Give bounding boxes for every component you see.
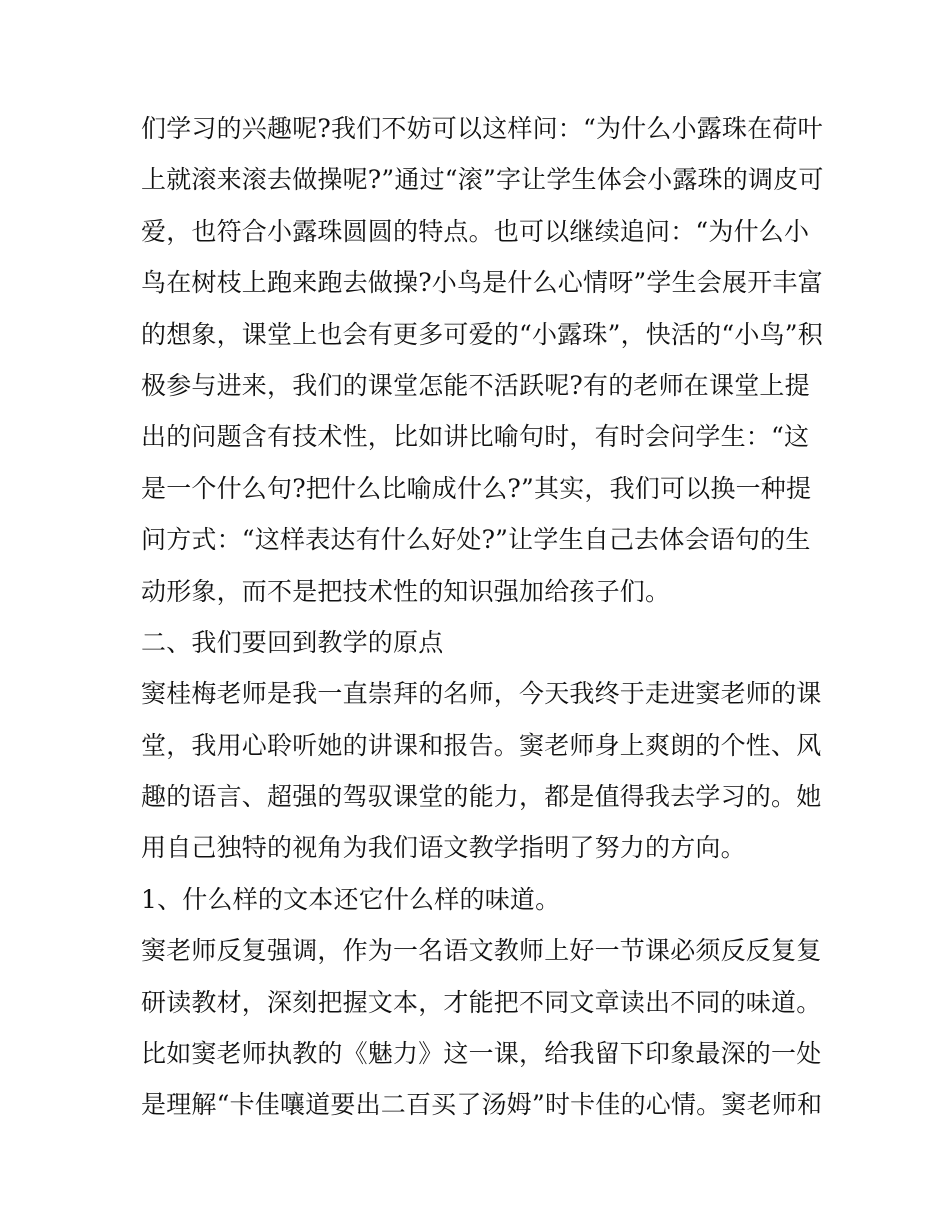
paragraph-line: 极参与进来，我们的课堂怎能不活跃呢?有的老师在课堂上提 (141, 370, 810, 400)
section-heading: 二、我们要回到教学的原点 (141, 627, 444, 657)
paragraph-line: 是一个什么句?把什么比喻成什么?”其实，我们可以换一种提 (141, 473, 812, 503)
paragraph-line: 上就滚来滚去做操呢?”通过“滚”字让学生体会小露珠的调皮可 (141, 165, 824, 195)
paragraph-line: 窦老师反复强调，作为一名语文教师上好一节课必须反反复复 (141, 936, 822, 966)
paragraph-line: 问方式：“这样表达有什么好处?”让学生自己去体会语句的生 (141, 525, 811, 555)
paragraph-line: 比如窦老师执教的《魅力》这一课，给我留下印象最深的一处 (141, 1039, 822, 1069)
paragraph-line: 是理解“卡佳嚷道要出二百买了汤姆”时卡佳的心情。窦老师和 (141, 1090, 823, 1120)
paragraph-line: 出的问题含有技术性，比如讲比喻句时，有时会问学生：“这 (141, 422, 810, 452)
paragraph-line: 窦桂梅老师是我一直崇拜的名师，今天我终于走进窦老师的课 (141, 679, 822, 709)
paragraph-line: 们学习的兴趣呢?我们不妨可以这样问：“为什么小露珠在荷叶 (141, 114, 823, 143)
paragraph-line: 动形象，而不是把技术性的知识强加给孩子们。 (141, 576, 671, 606)
paragraph-line: 趣的语言、超强的驾驭课堂的能力，都是值得我去学习的。她 (141, 782, 822, 812)
paragraph-line: 鸟在树枝上跑来跑去做操?小鸟是什么心情呀”学生会展开丰富 (141, 268, 823, 298)
paragraph-line: 爱，也符合小露珠圆圆的特点。也可以继续追问：“为什么小 (141, 216, 810, 246)
paragraph-line: 的想象，课堂上也会有更多可爱的“小露珠”，快活的“小鸟”积 (141, 319, 823, 349)
paragraph-line: 堂，我用心聆听她的讲课和报告。窦老师身上爽朗的个性、风 (141, 730, 822, 760)
document-body (141, 103, 824, 1131)
subsection-heading: 1、什么样的文本还它什么样的味道。 (141, 884, 561, 914)
paragraph-line: 研读教材，深刻把握文本，才能把不同文章读出不同的味道。 (141, 987, 822, 1017)
paragraph-line: 用自己独特的视角为我们语文教学指明了努力的方向。 (141, 833, 746, 863)
